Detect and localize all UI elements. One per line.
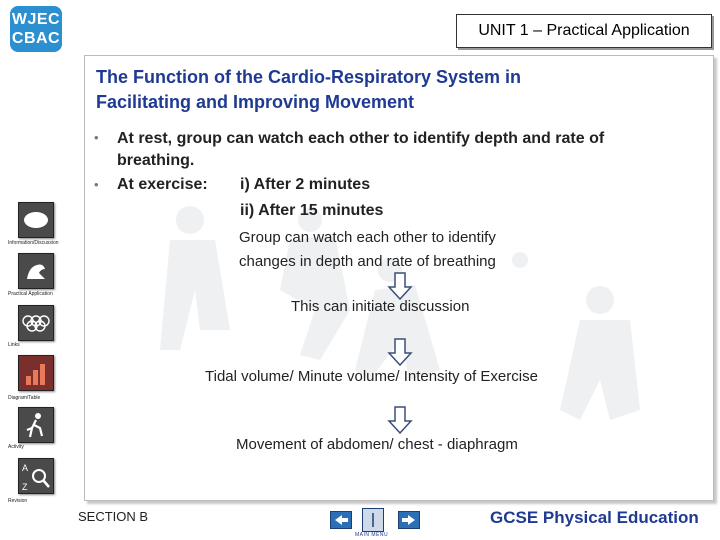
next-button[interactable] (398, 511, 420, 529)
down-arrow-icon (387, 406, 413, 434)
sidebar-label: Practical Application (8, 291, 53, 297)
svg-text:Z: Z (22, 482, 28, 492)
down-arrow-icon (387, 338, 413, 366)
wjec-cbac-logo (10, 6, 62, 52)
exercise-time-1: i) After 2 minutes (240, 176, 371, 193)
svg-text:A: A (22, 463, 29, 473)
bullet-rest (117, 128, 697, 172)
a-z-magnifier-icon (18, 458, 54, 494)
logo-line2: CBAC (11, 30, 61, 47)
sidebar-label: Diagram/Table (8, 395, 41, 401)
group-text-line1: Group can watch each other to identify (239, 229, 496, 246)
sidebar-label: Links (8, 342, 20, 348)
section-label: SECTION B (78, 509, 149, 524)
bullet-marker: • (94, 130, 99, 145)
down-arrow-icon (387, 272, 413, 300)
unit-label: UNIT 1 – Practical Application (478, 22, 690, 39)
title-line1: The Function of the Cardio-Respiratory System in (96, 67, 522, 87)
group-text-line2: changes in depth and rate of breathing (239, 253, 496, 270)
group-observation-text (239, 226, 496, 274)
main-menu-button[interactable] (362, 508, 384, 532)
bullet-exercise: At exercise: (117, 176, 208, 193)
bullet-marker: • (94, 177, 99, 192)
running-person-icon (18, 407, 54, 443)
arrow-right-icon (399, 512, 419, 528)
bullet-rest-line1: At rest, group can watch each other to identify depth and rate of (117, 130, 605, 147)
exercise-time-2: ii) After 15 minutes (240, 202, 384, 219)
previous-button[interactable] (330, 511, 352, 529)
page-title (96, 65, 596, 115)
course-title: GCSE Physical Education (490, 508, 699, 527)
measures-text: Tidal volume/ Minute volume/ Intensity of Exercise (205, 368, 538, 385)
olympic-rings-icon (18, 305, 54, 341)
arrow-left-icon (331, 512, 351, 528)
flexed-arm-icon (18, 253, 54, 289)
title-line2: Facilitating and Improving Movement (96, 92, 415, 112)
sidebar-label: Activity (8, 444, 24, 450)
logo-line1: WJEC (11, 11, 61, 28)
sidebar-label: Revision (8, 498, 28, 504)
movement-text: Movement of abdomen/ chest - diaphragm (236, 436, 518, 453)
menu-icon (363, 509, 383, 531)
discussion-text: This can initiate discussion (291, 298, 470, 315)
main-menu-label: MAIN MENU (355, 532, 389, 538)
unit-label-box (456, 14, 712, 48)
bullet-rest-line2: breathing. (117, 152, 195, 169)
speech-bubble-icon (18, 202, 54, 238)
sidebar-label: Information/Discussion (8, 240, 59, 246)
bar-chart-icon (18, 355, 54, 391)
